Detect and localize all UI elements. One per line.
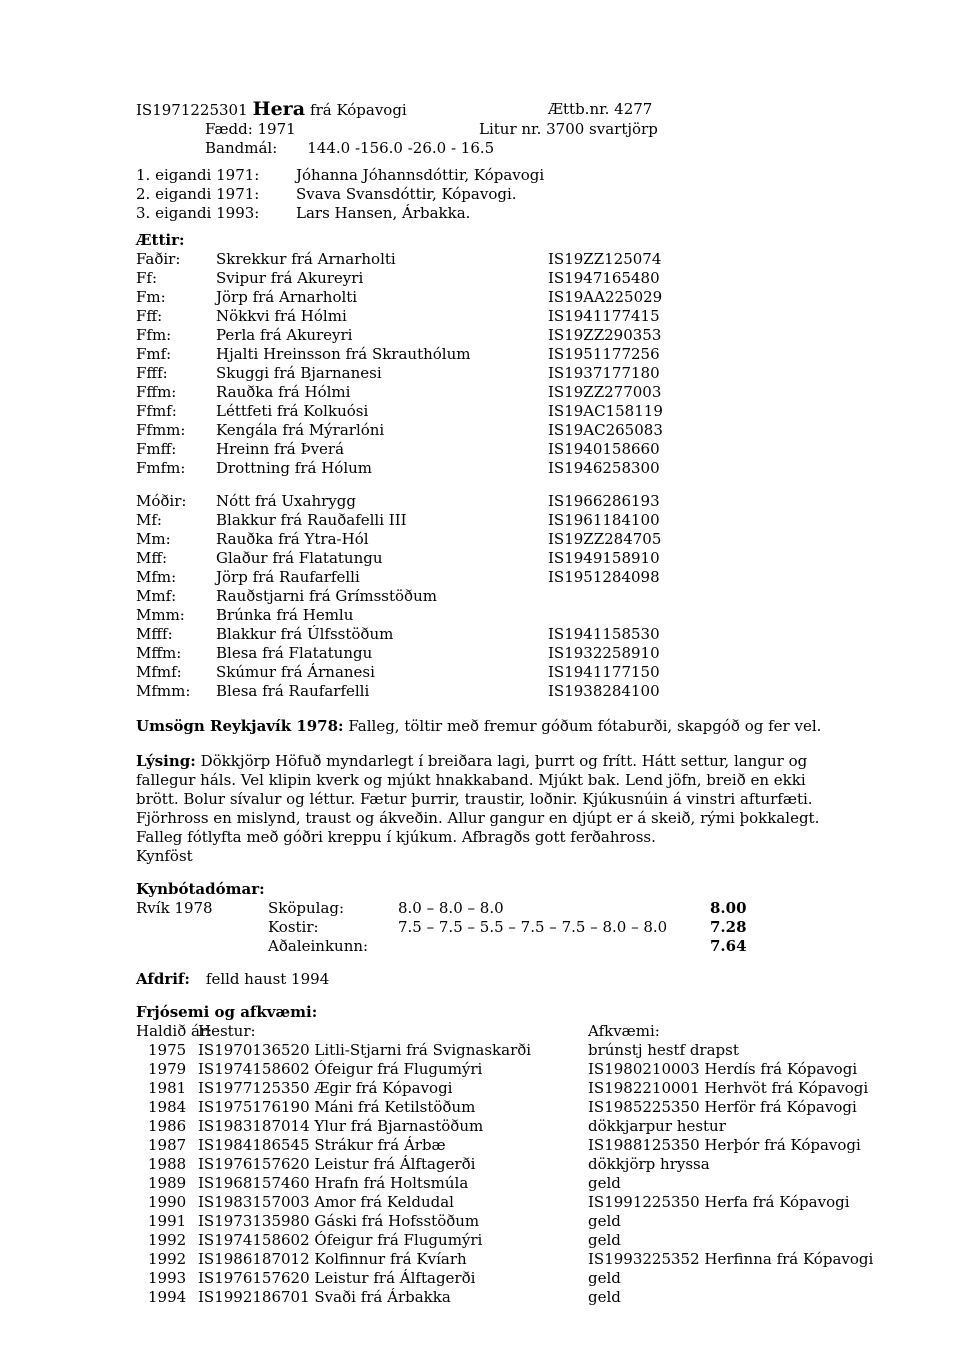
pedigree-relation-label: Fff: [136, 307, 163, 325]
pedigree-row [136, 307, 852, 326]
pedigree-row [136, 682, 852, 701]
pedigree-relation-label: Fm: [136, 288, 166, 306]
offspring-year: 1984 [148, 1098, 187, 1116]
offspring-stallion: IS1975176190 Máni frá Ketilstöðum [198, 1098, 476, 1116]
pedigree-relation-label: Ff: [136, 269, 158, 287]
offspring-result: IS1980210003 Herdís frá Kópavogi [588, 1060, 858, 1078]
pedigree-horse-name: Hjalti Hreinsson frá Skrauthólum [216, 345, 471, 363]
horse-id: IS1971225301 [136, 101, 248, 119]
offspring-stallion: IS1974158602 Ófeigur frá Flugumýri [198, 1231, 483, 1249]
description-heading: Lýsing: [136, 752, 196, 770]
assessment-total: 7.64 [710, 937, 747, 955]
horse-header [136, 100, 852, 158]
review-text: Falleg, töltir með fremur góðum fótaburði, skapgóð og fer vel. [348, 717, 822, 735]
pedigree-row [136, 440, 852, 459]
pedigree-relation-label: Fmf: [136, 345, 172, 363]
pedigree-horse-name: Hreinn frá Þverá [216, 440, 345, 458]
pedigree-relation-label: Mfmf: [136, 663, 182, 681]
assessment-row [136, 918, 852, 937]
pedigree-horse-id: IS19ZZ277003 [548, 383, 662, 401]
pedigree-row [136, 269, 852, 288]
pedigree-horse-id: IS1951284098 [548, 568, 660, 586]
pedigree-row [136, 326, 852, 345]
pedigree-horse-name: Skrekkur frá Arnarholti [216, 250, 396, 268]
offspring-result: dökkjarpur hestur [588, 1117, 726, 1135]
offspring-section [136, 1003, 874, 1307]
offspring-row [136, 1212, 852, 1231]
pedigree-horse-id: IS19ZZ125074 [548, 250, 662, 268]
pedigree-row [136, 530, 852, 549]
pedigree-relation-label: Fffm: [136, 383, 177, 401]
pedigree-horse-id: IS1941158530 [548, 625, 660, 643]
offspring-row [136, 1269, 852, 1288]
offspring-stallion: IS1976157620 Leistur frá Álftagerði [198, 1155, 476, 1173]
column-year: Haldið ár: [136, 1022, 213, 1040]
assessment-label: Kostir: [268, 918, 319, 936]
offspring-row [136, 1174, 852, 1193]
offspring-stallion: IS1984186545 Strákur frá Árbæ [198, 1136, 446, 1154]
offspring-stallion: IS1974158602 Ófeigur frá Flugumýri [198, 1060, 483, 1078]
pedigree-horse-name: Perla frá Akureyri [216, 326, 353, 344]
pedigree-relation-label: Mfm: [136, 568, 177, 586]
description-text: Dökkjörp Höfuð myndarlegt í breiðara lagi, þurrt og frítt. Hátt settur, langur og fallegur háls. Vel klipin kverk og mjúkt hnakkaband. Mjúkt bak. Lend jöfn, breið en ekki brött. Bolur sívalur og léttur. Fætur þurrir, traustir, loðnir. Kjúkusnúin á vinstri afturfæti. Fjörhross en mislynd, traust og ákveðin. Allur gangur en djúpt er á skeið, rými þokkalegt. Falleg fótlyfta með góðri kreppu í kjúkum. Afbragðs gott ferðahross. [136, 752, 820, 846]
pedigree-horse-name: Blakkur frá Rauðafelli III [216, 511, 407, 529]
offspring-year: 1992 [148, 1250, 187, 1268]
pedigree-horse-id: IS1951177256 [548, 345, 660, 363]
column-stallion: Hestur: [198, 1022, 256, 1040]
pedigree-row [136, 644, 852, 663]
pedigree-horse-id: IS19AA225029 [548, 288, 663, 306]
offspring-year: 1979 [148, 1060, 187, 1078]
pedigree-horse-name: Blesa frá Flatatungu [216, 644, 373, 662]
pedigree-row [136, 568, 852, 587]
horse-origin: frá Kópavogi [310, 101, 407, 119]
offspring-result: IS1982210001 Herhvöt frá Kópavogi [588, 1079, 869, 1097]
pedigree-horse-name: Skúmur frá Árnanesi [216, 663, 375, 681]
pedigree-horse-id: IS1961184100 [548, 511, 660, 529]
offspring-result: brúnstj hestf drapst [588, 1041, 739, 1059]
offspring-row [136, 1060, 858, 1079]
fate-heading: Afdrif: [136, 970, 190, 988]
studbook-number: Ættb.nr. 4277 [548, 100, 653, 118]
pedigree-horse-name: Skuggi frá Bjarnanesi [216, 364, 382, 382]
offspring-column-headers [136, 1022, 852, 1041]
pedigree-row [136, 663, 852, 682]
offspring-year: 1994 [148, 1288, 187, 1306]
pedigree-horse-id: IS1937177180 [548, 364, 660, 382]
offspring-result: IS1991225350 Herfa frá Kópavogi [588, 1193, 850, 1211]
pedigree-horse-id: IS19ZZ284705 [548, 530, 662, 548]
offspring-year: 1975 [148, 1041, 187, 1059]
offspring-year: 1987 [148, 1136, 187, 1154]
measurements-line [136, 139, 852, 158]
offspring-stallion: IS1992186701 Svaði frá Árbakka [198, 1288, 451, 1306]
offspring-stallion: IS1977125350 Ægir frá Kópavogi [198, 1079, 453, 1097]
offspring-year: 1991 [148, 1212, 187, 1230]
owner-line [136, 204, 852, 223]
offspring-result: geld [588, 1174, 621, 1192]
owner-line [136, 166, 852, 185]
pedigree-horse-name: Nökkvi frá Hólmi [216, 307, 347, 325]
assessment-label: Sköpulag: [268, 899, 345, 917]
pedigree-relation-label: Ffmf: [136, 402, 177, 420]
offspring-row [136, 1250, 874, 1269]
pedigree-row [136, 459, 852, 478]
pedigree-horse-id: IS1941177150 [548, 663, 660, 681]
pedigree-row [136, 421, 852, 440]
pedigree-horse-id: IS1932258910 [548, 644, 660, 662]
pedigree-row [136, 383, 852, 402]
pedigree-horse-name: Blakkur frá Úlfsstöðum [216, 625, 394, 643]
assessment-row [136, 937, 852, 956]
pedigree-row [136, 511, 852, 530]
pedigree-horse-name: Brúnka frá Hemlu [216, 606, 354, 624]
pedigree-row [136, 364, 852, 383]
offspring-row [136, 1098, 857, 1117]
offspring-result: geld [588, 1269, 621, 1287]
pedigree-row [136, 402, 852, 421]
pedigree-horse-id: IS19ZZ290353 [548, 326, 662, 344]
offspring-row [136, 1288, 852, 1307]
offspring-row [136, 1155, 852, 1174]
offspring-stallion: IS1976157620 Leistur frá Álftagerði [198, 1269, 476, 1287]
assessment-total: 7.28 [710, 918, 747, 936]
measurements-values: 144.0 -156.0 -26.0 - 16.5 [307, 139, 495, 157]
pedigree-relation-label: Mmf: [136, 587, 177, 605]
offspring-stallion: IS1986187012 Kolfinnur frá Kvíarh [198, 1250, 467, 1268]
pedigree-horse-id: IS1949158910 [548, 549, 660, 567]
pedigree-horse-name: Glaður frá Flatatungu [216, 549, 383, 567]
pedigree-relation-label: Ffff: [136, 364, 168, 382]
pedigree-relation-label: Fmff: [136, 440, 177, 458]
offspring-result: geld [588, 1212, 621, 1230]
measurements-label: Bandmál: [205, 139, 278, 157]
pedigree-row [136, 587, 852, 606]
review-heading: Umsögn Reykjavík 1978: [136, 717, 344, 735]
assessments-heading: Kynbótadómar: [136, 880, 265, 898]
fate-section [136, 970, 852, 989]
owner-label: 3. eigandi 1993: [136, 204, 260, 222]
pedigree-horse-name: Kengála frá Mýrarlóni [216, 421, 385, 439]
assessment-total: 8.00 [710, 899, 747, 917]
review-section [136, 717, 852, 736]
offspring-year: 1989 [148, 1174, 187, 1192]
offspring-heading: Frjósemi og afkvæmi: [136, 1003, 318, 1021]
offspring-stallion: IS1983157003 Amor frá Keldudal [198, 1193, 454, 1211]
offspring-rows [136, 1041, 874, 1307]
pedigree-section [136, 231, 852, 701]
pedigree-heading: Ættir: [136, 231, 185, 249]
pedigree-horse-name: Rauðka frá Hólmi [216, 383, 351, 401]
offspring-result: IS1985225350 Herför frá Kópavogi [588, 1098, 857, 1116]
pedigree-horse-id: IS1940158660 [548, 440, 660, 458]
pedigree-horse-name: Svipur frá Akureyri [216, 269, 364, 287]
offspring-year: 1986 [148, 1117, 187, 1135]
assessment-scores: 8.0 – 8.0 – 8.0 [398, 899, 504, 917]
pedigree-relation-label: Móðir: [136, 492, 187, 510]
pedigree-horse-name: Léttfeti frá Kolkuósi [216, 402, 369, 420]
offspring-row [136, 1117, 852, 1136]
pedigree-horse-name: Jörp frá Raufarfelli [216, 568, 360, 586]
assessment-rows [136, 899, 852, 956]
fate-text: felld haust 1994 [205, 970, 330, 988]
offspring-year: 1992 [148, 1231, 187, 1249]
offspring-row [136, 1041, 852, 1060]
pedigree-horse-name: Drottning frá Hólum [216, 459, 372, 477]
pedigree-horse-name: Nótt frá Uxahrygg [216, 492, 356, 510]
pedigree-relation-label: Faðir: [136, 250, 181, 268]
born-line [136, 120, 852, 139]
pedigree-horse-name: Rauðstjarni frá Grímsstöðum [216, 587, 437, 605]
pedigree-horse-id: IS1966286193 [548, 492, 660, 510]
pedigree-horse-id: IS1941177415 [548, 307, 660, 325]
pedigree-horse-name: Jörp frá Arnarholti [216, 288, 358, 306]
offspring-year: 1993 [148, 1269, 187, 1287]
pedigree-row [136, 625, 852, 644]
owner-name: Jóhanna Jóhannsdóttir, Kópavogi [296, 166, 545, 184]
pedigree-relation-label: Mf: [136, 511, 162, 529]
pedigree-horse-name: Blesa frá Raufarfelli [216, 682, 370, 700]
color-number: Litur nr. 3700 svartjörp [479, 120, 658, 138]
offspring-stallion: IS1973135980 Gáski frá Hofsstöðum [198, 1212, 480, 1230]
owner-label: 2. eigandi 1971: [136, 185, 260, 203]
owner-line [136, 185, 852, 204]
offspring-year: 1981 [148, 1079, 187, 1097]
pedigree-horse-id: IS19AC265083 [548, 421, 663, 439]
owner-name: Svava Svansdóttir, Kópavogi. [296, 185, 517, 203]
pedigree-row [136, 250, 852, 269]
pedigree-relation-label: Mmm: [136, 606, 185, 624]
offspring-row [136, 1231, 852, 1250]
offspring-row [136, 1193, 852, 1212]
pedigree-horse-id: IS1938284100 [548, 682, 660, 700]
assessment-scores: 7.5 – 7.5 – 5.5 – 7.5 – 7.5 – 8.0 – 8.0 [398, 918, 668, 936]
pedigree-relation-label: Mfmm: [136, 682, 191, 700]
offspring-result: geld [588, 1231, 621, 1249]
description-closing: Kynföst [136, 847, 193, 865]
pedigree-row [136, 345, 852, 364]
assessment-row [136, 899, 852, 918]
pedigree-row [136, 492, 852, 511]
pedigree-horse-id: IS1947165480 [548, 269, 660, 287]
sire-block [136, 250, 852, 478]
pedigree-horse-id: IS19AC158119 [548, 402, 663, 420]
pedigree-relation-label: Mff: [136, 549, 168, 567]
offspring-stallion: IS1983187014 Ylur frá Bjarnastöðum [198, 1117, 484, 1135]
pedigree-relation-label: Fmfm: [136, 459, 186, 477]
owner-name: Lars Hansen, Árbakka. [296, 204, 471, 222]
offspring-row [136, 1136, 861, 1155]
column-offspring: Afkvæmi: [588, 1022, 660, 1040]
pedigree-relation-label: Mffm: [136, 644, 182, 662]
pedigree-relation-label: Ffm: [136, 326, 172, 344]
assessments-section [136, 880, 852, 956]
pedigree-relation-label: Mm: [136, 530, 171, 548]
offspring-year: 1988 [148, 1155, 187, 1173]
pedigree-relation-label: Ffmm: [136, 421, 186, 439]
offspring-result: IS1993225352 Herfinna frá Kópavogi [588, 1250, 874, 1268]
offspring-year: 1990 [148, 1193, 187, 1211]
pedigree-horse-name: Rauðka frá Ytra-Hól [216, 530, 369, 548]
born-year: Fædd: 1971 [205, 120, 296, 138]
assessment-event: Rvík 1978 [136, 899, 213, 917]
offspring-stallion: IS1968157460 Hrafn frá Holtsmúla [198, 1174, 469, 1192]
dam-block [136, 492, 852, 701]
pedigree-relation-label: Mfff: [136, 625, 173, 643]
owners-list [136, 166, 852, 223]
offspring-result: geld [588, 1288, 621, 1306]
horse-title-line [136, 100, 852, 120]
offspring-row [136, 1079, 869, 1098]
document-content [136, 98, 874, 1307]
offspring-result: IS1988125350 Herþór frá Kópavogi [588, 1136, 861, 1154]
pedigree-horse-id: IS1946258300 [548, 459, 660, 477]
pedigree-row [136, 288, 852, 307]
offspring-stallion: IS1970136520 Litli-Stjarni frá Svignaskarði [198, 1041, 532, 1059]
description-section [136, 752, 852, 866]
pedigree-row [136, 606, 852, 625]
pedigree-row [136, 549, 852, 568]
owner-label: 1. eigandi 1971: [136, 166, 260, 184]
horse-name: Hera [252, 98, 306, 120]
assessment-label: Aðaleinkunn: [268, 937, 369, 955]
offspring-result: dökkjörp hryssa [588, 1155, 710, 1173]
